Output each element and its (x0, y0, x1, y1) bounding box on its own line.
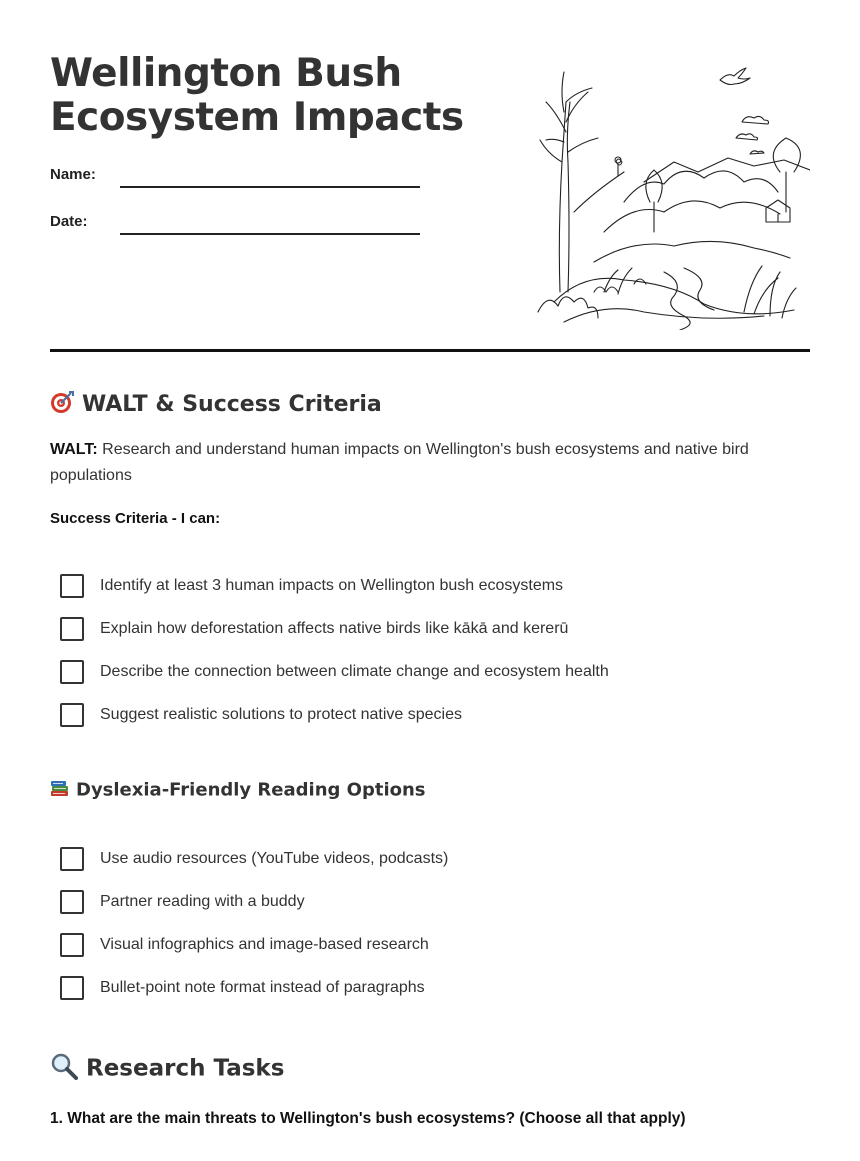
reading-option-checkbox[interactable] (60, 890, 84, 914)
walt-statement (50, 437, 790, 489)
research-tasks-heading (50, 1052, 284, 1086)
criteria-item[interactable] (60, 617, 568, 641)
title-line-1: Wellington Bush (50, 51, 402, 96)
reading-options-heading (50, 778, 426, 803)
walt-text: Research and understand human impacts on Wellington's bush ecosystems and native bird populations (50, 441, 749, 484)
reading-option-checkbox[interactable] (60, 976, 84, 1000)
criteria-checkbox[interactable] (60, 703, 84, 727)
reading-option-item[interactable] (60, 976, 425, 1000)
reading-option-text: Use audio resources (YouTube videos, podcasts) (100, 850, 449, 867)
title-line-2: Ecosystem Impacts (50, 95, 464, 140)
page-title (50, 52, 480, 140)
research-tasks-heading-text: Research Tasks (86, 1055, 285, 1082)
reading-option-item[interactable] (60, 847, 448, 871)
date-field[interactable] (120, 233, 420, 235)
reading-option-item[interactable] (60, 933, 429, 957)
criteria-text: Explain how deforestation affects native birds like kākā and kererū (100, 620, 569, 637)
reading-option-item[interactable] (60, 890, 305, 914)
criteria-checkbox[interactable] (60, 660, 84, 684)
success-criteria-heading: Success Criteria - I can: (50, 510, 221, 527)
magnifying-glass-icon (50, 1052, 78, 1086)
criteria-text: Suggest realistic solutions to protect native species (100, 706, 462, 723)
reading-options-heading-text: Dyslexia-Friendly Reading Options (76, 779, 426, 801)
criteria-item[interactable] (60, 703, 462, 727)
reading-option-checkbox[interactable] (60, 847, 84, 871)
walt-heading (50, 390, 382, 420)
target-dart-icon (50, 390, 74, 420)
bush-landscape-illustration (534, 62, 810, 330)
name-field[interactable] (120, 186, 420, 188)
walt-label: WALT: (50, 441, 98, 458)
header-divider (50, 349, 810, 352)
reading-option-text: Bullet-point note format instead of paragraphs (100, 979, 425, 996)
reading-option-text: Visual infographics and image-based research (100, 936, 429, 953)
criteria-item[interactable] (60, 574, 563, 598)
criteria-item[interactable] (60, 660, 609, 684)
reading-option-text: Partner reading with a buddy (100, 893, 305, 910)
criteria-checkbox[interactable] (60, 617, 84, 641)
reading-option-checkbox[interactable] (60, 933, 84, 957)
research-question-1: 1. What are the main threats to Wellington's bush ecosystems? (Choose all that apply) (50, 1110, 686, 1127)
criteria-checkbox[interactable] (60, 574, 84, 598)
criteria-text: Describe the connection between climate change and ecosystem health (100, 663, 609, 680)
books-icon (50, 778, 70, 803)
walt-heading-text: WALT & Success Criteria (82, 392, 382, 417)
criteria-text: Identify at least 3 human impacts on Wellington bush ecosystems (100, 577, 564, 594)
date-label: Date: (50, 213, 88, 230)
name-label: Name: (50, 166, 96, 183)
